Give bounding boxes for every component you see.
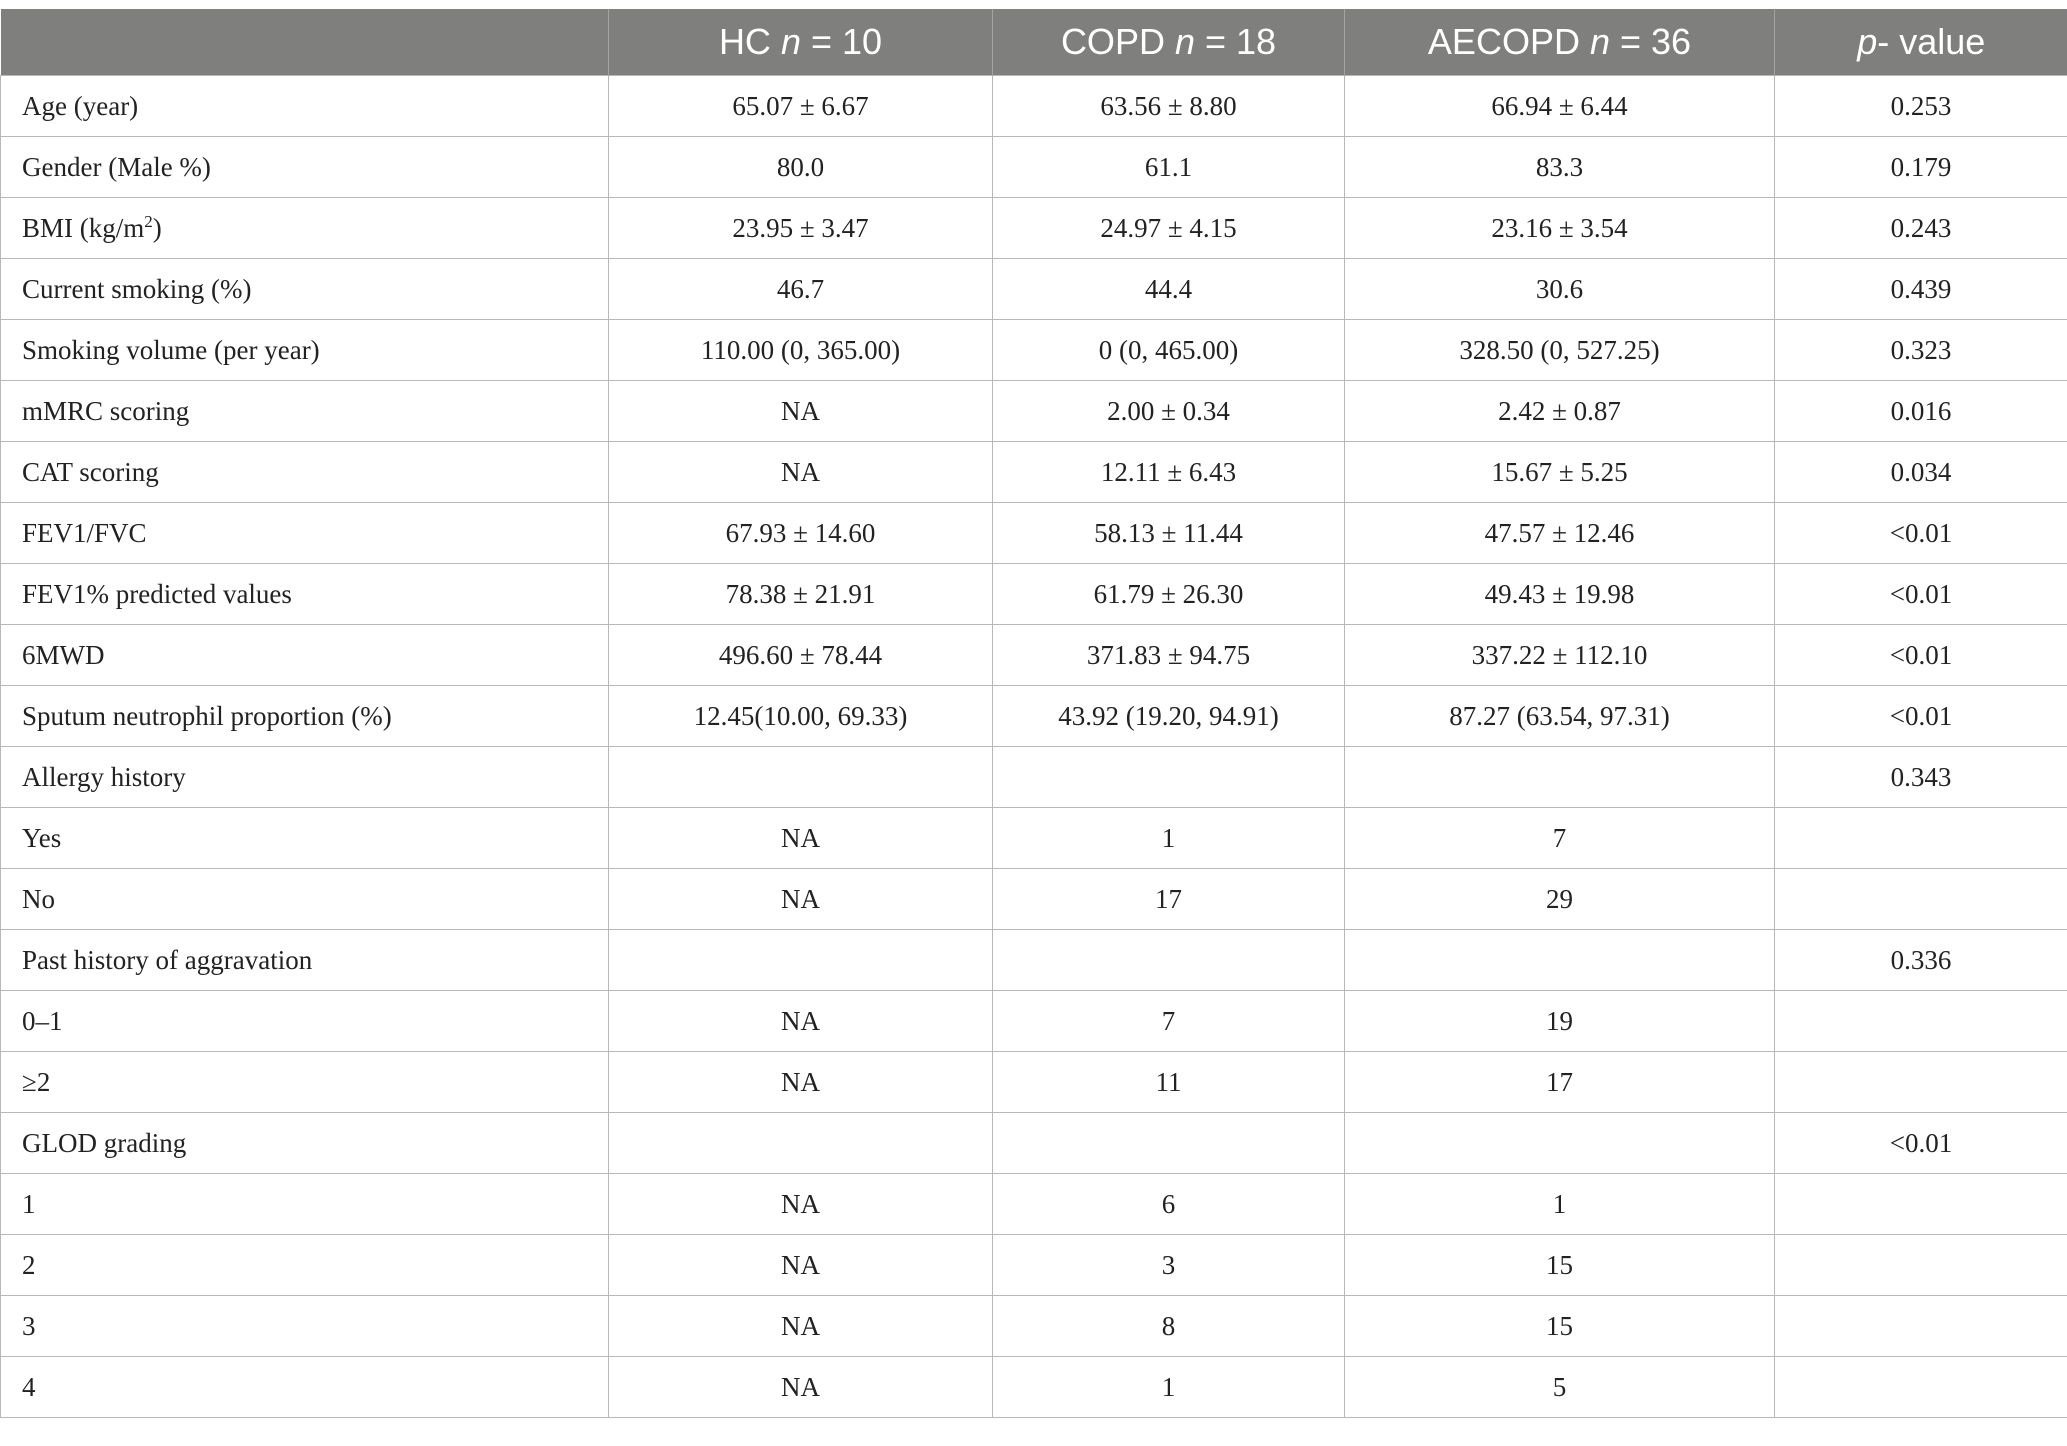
cell-aecopd: 337.22 ± 112.10 bbox=[1345, 625, 1775, 686]
cell-p-value: <0.01 bbox=[1775, 625, 2067, 686]
cell-copd bbox=[993, 930, 1345, 991]
cell-p-value bbox=[1775, 1174, 2067, 1235]
cell-copd: 6 bbox=[993, 1174, 1345, 1235]
header-row bbox=[1, 9, 2067, 76]
table-row bbox=[1, 1357, 2067, 1418]
cell-aecopd: 19 bbox=[1345, 991, 1775, 1052]
cell-aecopd: 15 bbox=[1345, 1235, 1775, 1296]
row-label: Age (year) bbox=[1, 76, 609, 137]
cell-aecopd bbox=[1345, 747, 1775, 808]
cell-hc: NA bbox=[609, 869, 993, 930]
cell-copd: 1 bbox=[993, 808, 1345, 869]
cell-p-value: <0.01 bbox=[1775, 503, 2067, 564]
cell-hc: 46.7 bbox=[609, 259, 993, 320]
table-row bbox=[1, 442, 2067, 503]
cell-aecopd: 7 bbox=[1345, 808, 1775, 869]
cell-hc: 80.0 bbox=[609, 137, 993, 198]
table-row bbox=[1, 1296, 2067, 1357]
row-label: 1 bbox=[1, 1174, 609, 1235]
row-label: Smoking volume (per year) bbox=[1, 320, 609, 381]
header-aecopd: AECOPD n = 36 bbox=[1345, 9, 1775, 76]
cell-p-value bbox=[1775, 808, 2067, 869]
cell-p-value: <0.01 bbox=[1775, 686, 2067, 747]
table-row bbox=[1, 1113, 2067, 1174]
table-row bbox=[1, 686, 2067, 747]
cell-aecopd bbox=[1345, 930, 1775, 991]
table-row bbox=[1, 1052, 2067, 1113]
row-label: FEV1% predicted values bbox=[1, 564, 609, 625]
row-label: No bbox=[1, 869, 609, 930]
table-row bbox=[1, 259, 2067, 320]
cell-p-value: 0.179 bbox=[1775, 137, 2067, 198]
table-row bbox=[1, 991, 2067, 1052]
table-row bbox=[1, 76, 2067, 137]
cell-copd: 371.83 ± 94.75 bbox=[993, 625, 1345, 686]
row-label: GLOD grading bbox=[1, 1113, 609, 1174]
cell-p-value bbox=[1775, 1052, 2067, 1113]
cell-copd: 58.13 ± 11.44 bbox=[993, 503, 1345, 564]
cell-hc: NA bbox=[609, 808, 993, 869]
cell-hc: 23.95 ± 3.47 bbox=[609, 198, 993, 259]
cell-aecopd: 2.42 ± 0.87 bbox=[1345, 381, 1775, 442]
row-label: BMI $(kg/m^2)$ bbox=[1, 198, 609, 259]
cell-copd: 11 bbox=[993, 1052, 1345, 1113]
cell-p-value: 0.243 bbox=[1775, 198, 2067, 259]
table-row bbox=[1, 869, 2067, 930]
row-label: Gender (Male %) bbox=[1, 137, 609, 198]
row-label: 3 bbox=[1, 1296, 609, 1357]
cell-hc: NA bbox=[609, 1235, 993, 1296]
row-label: ≥2 bbox=[1, 1052, 609, 1113]
row-label: 0–1 bbox=[1, 991, 609, 1052]
table-row bbox=[1, 320, 2067, 381]
cell-aecopd: 30.6 bbox=[1345, 259, 1775, 320]
row-label: Yes bbox=[1, 808, 609, 869]
header-p-value: p- value bbox=[1775, 9, 2067, 76]
cell-aecopd: 5 bbox=[1345, 1357, 1775, 1418]
cell-hc bbox=[609, 930, 993, 991]
row-label: CAT scoring bbox=[1, 442, 609, 503]
cell-aecopd: 87.27 (63.54, 97.31) bbox=[1345, 686, 1775, 747]
cell-hc: 496.60 ± 78.44 bbox=[609, 625, 993, 686]
table-row bbox=[1, 137, 2067, 198]
cell-hc: 12.45(10.00, 69.33) bbox=[609, 686, 993, 747]
row-label: Past history of aggravation bbox=[1, 930, 609, 991]
cell-aecopd: 66.94 ± 6.44 bbox=[1345, 76, 1775, 137]
cell-p-value: 0.439 bbox=[1775, 259, 2067, 320]
cell-copd: 12.11 ± 6.43 bbox=[993, 442, 1345, 503]
cell-p-value: 0.343 bbox=[1775, 747, 2067, 808]
cell-copd: 61.1 bbox=[993, 137, 1345, 198]
cell-p-value bbox=[1775, 1357, 2067, 1418]
cell-hc bbox=[609, 1113, 993, 1174]
row-label: 6MWD bbox=[1, 625, 609, 686]
cell-aecopd: 15.67 ± 5.25 bbox=[1345, 442, 1775, 503]
cell-aecopd: 47.57 ± 12.46 bbox=[1345, 503, 1775, 564]
table-body bbox=[1, 76, 2067, 1418]
cell-copd: 8 bbox=[993, 1296, 1345, 1357]
cell-hc bbox=[609, 747, 993, 808]
cell-copd: 1 bbox=[993, 1357, 1345, 1418]
cell-hc: NA bbox=[609, 381, 993, 442]
row-label: FEV1/FVC bbox=[1, 503, 609, 564]
clinical-characteristics-table bbox=[0, 9, 2067, 1418]
cell-copd: 63.56 ± 8.80 bbox=[993, 76, 1345, 137]
cell-aecopd: 17 bbox=[1345, 1052, 1775, 1113]
cell-copd bbox=[993, 1113, 1345, 1174]
table-row bbox=[1, 1174, 2067, 1235]
cell-hc: NA bbox=[609, 1296, 993, 1357]
header-variable bbox=[1, 9, 609, 76]
cell-hc: NA bbox=[609, 442, 993, 503]
cell-p-value bbox=[1775, 991, 2067, 1052]
table-row bbox=[1, 564, 2067, 625]
cell-copd: 61.79 ± 26.30 bbox=[993, 564, 1345, 625]
cell-p-value: 0.323 bbox=[1775, 320, 2067, 381]
cell-aecopd: 15 bbox=[1345, 1296, 1775, 1357]
table-row bbox=[1, 381, 2067, 442]
cell-p-value bbox=[1775, 869, 2067, 930]
cell-copd: 2.00 ± 0.34 bbox=[993, 381, 1345, 442]
cell-p-value: 0.034 bbox=[1775, 442, 2067, 503]
table-row bbox=[1, 625, 2067, 686]
table-row bbox=[1, 503, 2067, 564]
cell-aecopd bbox=[1345, 1113, 1775, 1174]
table-row bbox=[1, 930, 2067, 991]
table-row bbox=[1, 1235, 2067, 1296]
table-container bbox=[0, 9, 2067, 1418]
cell-aecopd: 83.3 bbox=[1345, 137, 1775, 198]
row-label: Sputum neutrophil proportion (%) bbox=[1, 686, 609, 747]
cell-copd: 0 (0, 465.00) bbox=[993, 320, 1345, 381]
cell-hc: NA bbox=[609, 1174, 993, 1235]
row-label: 4 bbox=[1, 1357, 609, 1418]
table-row bbox=[1, 747, 2067, 808]
row-label: 2 bbox=[1, 1235, 609, 1296]
cell-aecopd: 1 bbox=[1345, 1174, 1775, 1235]
cell-copd: 17 bbox=[993, 869, 1345, 930]
header-hc: HC n = 10 bbox=[609, 9, 993, 76]
cell-p-value: 0.253 bbox=[1775, 76, 2067, 137]
header-copd: COPD n = 18 bbox=[993, 9, 1345, 76]
cell-copd: 3 bbox=[993, 1235, 1345, 1296]
table-row bbox=[1, 808, 2067, 869]
cell-p-value bbox=[1775, 1296, 2067, 1357]
cell-aecopd: 29 bbox=[1345, 869, 1775, 930]
cell-hc: 67.93 ± 14.60 bbox=[609, 503, 993, 564]
table-row bbox=[1, 198, 2067, 259]
cell-hc: NA bbox=[609, 1052, 993, 1113]
cell-hc: NA bbox=[609, 991, 993, 1052]
cell-hc: NA bbox=[609, 1357, 993, 1418]
cell-aecopd: 49.43 ± 19.98 bbox=[1345, 564, 1775, 625]
cell-copd: 44.4 bbox=[993, 259, 1345, 320]
row-label: Current smoking (%) bbox=[1, 259, 609, 320]
cell-aecopd: 23.16 ± 3.54 bbox=[1345, 198, 1775, 259]
cell-p-value bbox=[1775, 1235, 2067, 1296]
cell-hc: 65.07 ± 6.67 bbox=[609, 76, 993, 137]
cell-p-value: <0.01 bbox=[1775, 1113, 2067, 1174]
cell-copd: 43.92 (19.20, 94.91) bbox=[993, 686, 1345, 747]
cell-p-value: <0.01 bbox=[1775, 564, 2067, 625]
row-label: Allergy history bbox=[1, 747, 609, 808]
cell-p-value: 0.016 bbox=[1775, 381, 2067, 442]
row-label: mMRC scoring bbox=[1, 381, 609, 442]
cell-copd: 24.97 ± 4.15 bbox=[993, 198, 1345, 259]
cell-hc: 78.38 ± 21.91 bbox=[609, 564, 993, 625]
cell-hc: 110.00 (0, 365.00) bbox=[609, 320, 993, 381]
cell-p-value: 0.336 bbox=[1775, 930, 2067, 991]
cell-copd: 7 bbox=[993, 991, 1345, 1052]
cell-copd bbox=[993, 747, 1345, 808]
cell-aecopd: 328.50 (0, 527.25) bbox=[1345, 320, 1775, 381]
